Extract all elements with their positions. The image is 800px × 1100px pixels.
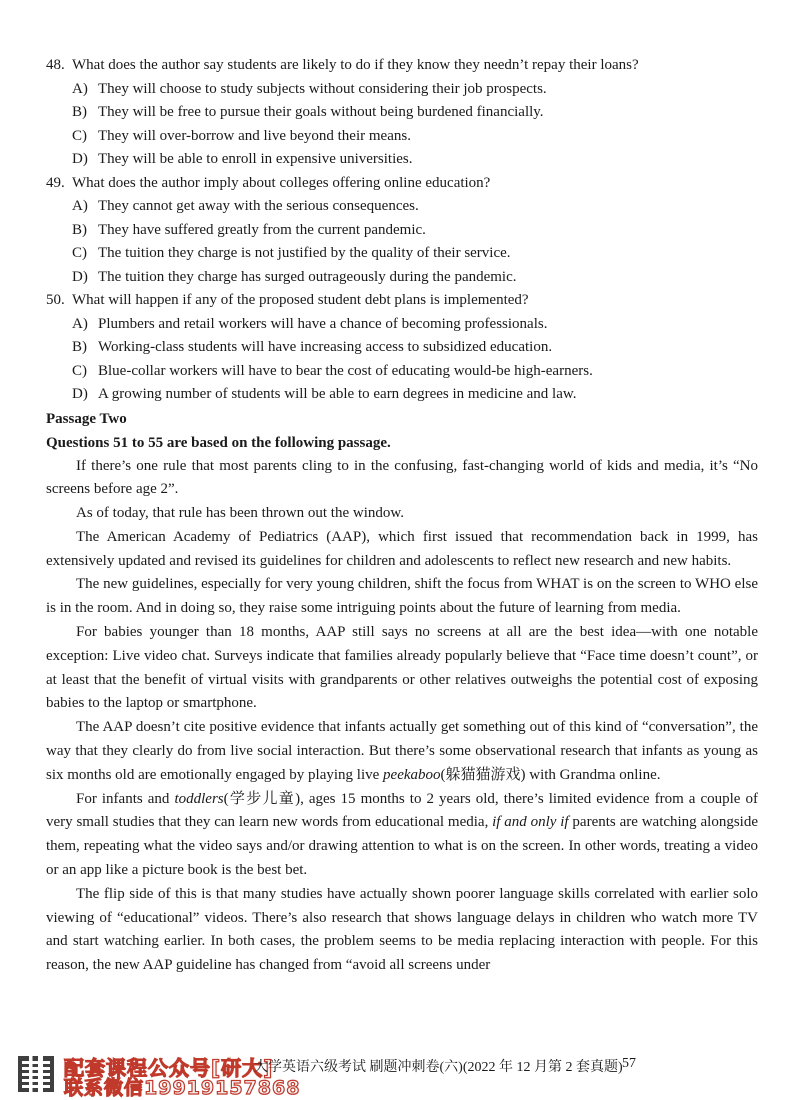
question-stem: 50. What will happen if any of the proposed student debt plans is implemented?	[46, 292, 529, 308]
question-49	[46, 172, 758, 290]
paragraph: The AAP doesn’t cite positive evidence that infants actually get something out of this kind of “conversation”, the way that they clearly do from live social interaction. But there’s some observational research that infants as young as six months old are emotionally engaged by playing live peekaboo(躲猫猫游戏) with Grandma online.	[46, 719, 758, 783]
option-b: B) They have suffered greatly from the current pandemic.	[72, 221, 426, 238]
italic-term: if and only if	[492, 814, 569, 831]
paragraph: The new guidelines, especially for very young children, shift the focus from WHAT is on the screen to WHO else is in the room. And in doing so, they raise some intriguing points about the future of learning from media.	[46, 576, 758, 617]
option-c: C) They will over-borrow and live beyond their means.	[72, 127, 411, 144]
option-c: C) The tuition they charge is not justified by the quality of their service.	[72, 245, 511, 261]
option-d: D) A growing number of students will be able to earn degrees in medicine and law.	[72, 386, 577, 402]
paragraph: As of today, that rule has been thrown out the window.	[76, 505, 404, 522]
option-a: A) They cannot get away with the serious consequences.	[72, 198, 419, 214]
passage-title: Passage Two	[46, 410, 127, 427]
option-b: B) Working-class students will have increasing access to subsidized education.	[72, 339, 553, 355]
passage-subtitle: Questions 51 to 55 are based on the following passage.	[46, 434, 391, 451]
question-48	[46, 54, 758, 172]
option-c: C) Blue-collar workers will have to bear the cost of educating would-be high-earners.	[72, 362, 593, 379]
paragraph: For infants and toddlers(学步儿童), ages 15 months to 2 years old, there’s limited evidence from a couple of very small studies that they can learn new words from educational media, if and only if parents are watching alongside them, repeating what the video says and/or drawing attention to what is on the screen. In other words, treating a video or an app like a picture book is the best bet.	[46, 790, 758, 879]
option-a: A) Plumbers and retail workers will have a chance of becoming professionals.	[72, 315, 548, 332]
page-footer	[18, 1052, 780, 1099]
watermark: 联系微信19919157868	[64, 1077, 301, 1099]
question-50	[46, 289, 758, 407]
qr-code-icon	[18, 1056, 54, 1092]
watermark: 配套课程公众号[研大]	[64, 1056, 274, 1080]
question-stem: 48. What does the author say students are likely to do if they know they needn’t repay their loans?	[46, 57, 639, 73]
option-d: D) They will be able to enroll in expensive universities.	[72, 151, 413, 167]
question-stem: 49. What does the author imply about colleges offering online education?	[46, 174, 491, 191]
italic-term: toddlers	[174, 790, 224, 807]
option-d: D) The tuition they charge has surged outrageously during the pandemic.	[72, 268, 517, 285]
option-b: B) They will be free to pursue their goals without being burdened financially.	[72, 104, 544, 120]
exam-page	[46, 54, 758, 978]
option-a: A) They will choose to study subjects without considering their job prospects.	[72, 80, 547, 97]
paragraph: The American Academy of Pediatrics (AAP), which first issued that recommendation back in 1999, has extensively updated and revised its guidelines for children and adolescents to reflect new research and new habits.	[46, 528, 758, 569]
paragraph: For babies younger than 18 months, AAP still says no screens at all are the best idea—with one notable exception: Live video chat. Surveys indicate that families already popularly believe that “Face time doesn’t count”, or at least that the benefit of virtual visits with grandparents or other relatives outweighs the potential cost of exposing babies to the laptop or smartphone.	[46, 624, 758, 712]
italic-term: peekaboo	[383, 766, 441, 783]
footer-title: 大学英语六级考试 刷题冲刺卷(六)(2022 年 12 月第 2 套真题)	[254, 1060, 623, 1075]
paragraph: The flip side of this is that many studies have actually shown poorer language skills correlated with earlier solo viewing of “educational” videos. There’s also research that shows language delays in children who watch more TV and start watching earlier. In both cases, the problem seems to be media replacing interaction with people. For this reason, the new AAP guideline has changed from “avoid all screens under	[46, 885, 758, 974]
paragraph: If there’s one rule that most parents cling to in the confusing, fast-changing world of kids and media, it’s “No screens before age 2”.	[46, 457, 758, 498]
page-number: 57	[622, 1056, 636, 1071]
